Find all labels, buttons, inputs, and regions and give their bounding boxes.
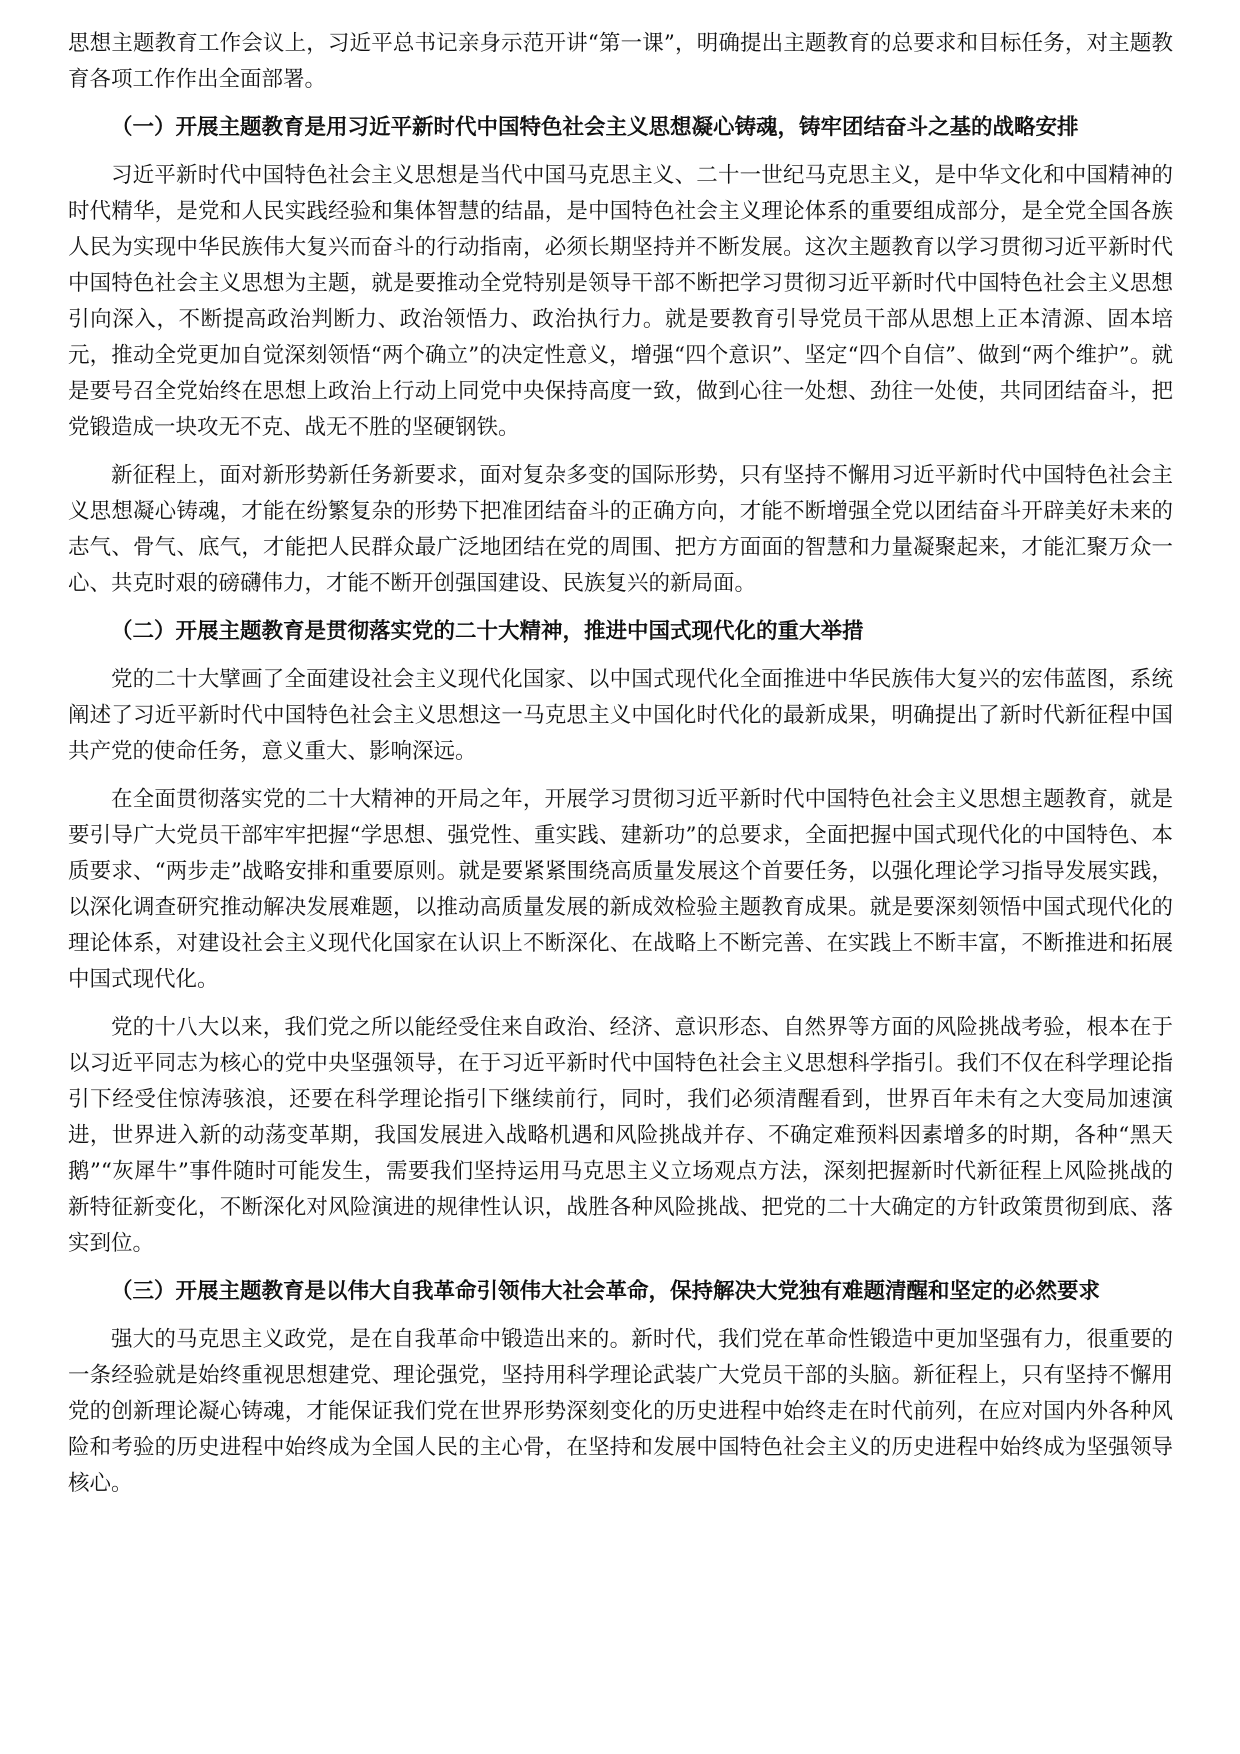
section-heading: （二）开展主题教育是贯彻落实党的二十大精神，推进中国式现代化的重大举措 — [111, 619, 864, 644]
body-paragraph: 党的二十大擘画了全面建设社会主义现代化国家、以中国式现代化全面推进中华民族伟大复兴的宏伟蓝图，系统阐述了习近平新时代中国特色社会主义思想这一马克思主义中国化时代化的最新成果，明确提出了新时代新征程中国共产党的使命任务，意义重大、影响深远。 — [68, 667, 1173, 764]
opening-paragraph: 思想主题教育工作会议上，习近平总书记亲身示范开讲“第一课”，明确提出主题教育的总要求和目标任务，对主题教育各项工作作出全面部署。 — [68, 31, 1173, 92]
section-heading: （一）开展主题教育是用习近平新时代中国特色社会主义思想凝心铸魂，铸牢团结奋斗之基的战略安排 — [111, 115, 1079, 140]
body-paragraph: 习近平新时代中国特色社会主义思想是当代中国马克思主义、二十一世纪马克思主义，是中华文化和中国精神的时代精华，是党和人民实践经验和集体智慧的结晶，是中国特色社会主义理论体系的重要组成部分，是全党全国各族人民为实现中华民族伟大复兴而奋斗的行动指南，必须长期坚持并不断发展。这次主题教育以学习贯彻习近平新时代中国特色社会主义思想为主题，就是要推动全党特别是领导干部不断把学习贯彻习近平新时代中国特色社会主义思想引向深入，不断提高政治判断力、政治领悟力、政治执行力。就是要教育引导党员干部从思想上正本清源、固本培元，推动全党更加自觉深刻领悟“两个确立”的决定性意义，增强“四个意识”、坚定“四个自信”、做到“两个维护”。就是要号召全党始终在思想上政治上行动上同党中央保持高度一致，做到心往一处想、劲往一处使，共同团结奋斗，把党锻造成一块攻无不克、战无不胜的坚硬钢铁。 — [68, 163, 1173, 440]
body-paragraph: 在全面贯彻落实党的二十大精神的开局之年，开展学习贯彻习近平新时代中国特色社会主义思想主题教育，就是要引导广大党员干部牢牢把握“学思想、强党性、重实践、建新功”的总要求，全面把握中国式现代化的中国特色、本质要求、“两步走”战略安排和重要原则。就是要紧紧围绕高质量发展这个首要任务，以强化理论学习指导发展实践，以深化调查研究推动解决发展难题，以推动高质量发展的新成效检验主题教育成果。就是要深刻领悟中国式现代化的理论体系，对建设社会主义现代化国家在认识上不断深化、在战略上不断完善、在实践上不断丰富，不断推进和拓展中国式现代化。 — [68, 787, 1173, 992]
body-paragraph: 党的十八大以来，我们党之所以能经受住来自政治、经济、意识形态、自然界等方面的风险挑战考验，根本在于以习近平同志为核心的党中央坚强领导，在于习近平新时代中国特色社会主义思想科学指引。我们不仅在科学理论指引下经受住惊涛骇浪，还要在科学理论指引下继续前行，同时，我们必须清醒看到，世界百年未有之大变局加速演进，世界进入新的动荡变革期，我国发展进入战略机遇和风险挑战并存、不确定难预料因素增多的时期，各种“黑天鹅”“灰犀牛”事件随时可能发生，需要我们坚持运用马克思主义立场观点方法，深刻把握新时代新征程上风险挑战的新特征新变化，不断深化对风险演进的规律性认识，战胜各种风险挑战、把党的二十大确定的方针政策贯彻到底、落实到位。 — [68, 1015, 1173, 1256]
section-3 — [68, 1274, 1173, 1502]
document-page — [68, 26, 1173, 1514]
section-1 — [68, 110, 1173, 602]
body-paragraph: 新征程上，面对新形势新任务新要求，面对复杂多变的国际形势，只有坚持不懈用习近平新时代中国特色社会主义思想凝心铸魂，才能在纷繁复杂的形势下把准团结奋斗的正确方向，才能不断增强全党以团结奋斗开辟美好未来的志气、骨气、底气，才能把人民群众最广泛地团结在党的周围、把方方面面的智慧和力量凝聚起来，才能汇聚万众一心、共克时艰的磅礴伟力，才能不断开创强国建设、民族复兴的新局面。 — [68, 463, 1173, 596]
section-2 — [68, 614, 1173, 1262]
section-heading: （三）开展主题教育是以伟大自我革命引领伟大社会革命，保持解决大党独有难题清醒和坚定的必然要求 — [111, 1279, 1101, 1304]
body-paragraph: 强大的马克思主义政党，是在自我革命中锻造出来的。新时代，我们党在革命性锻造中更加坚强有力，很重要的一条经验就是始终重视思想建党、理论强党，坚持用科学理论武装广大党员干部的头脑。新征程上，只有坚持不懈用党的创新理论凝心铸魂，才能保证我们党在世界形势深刻变化的历史进程中始终走在时代前列，在应对国内外各种风险和考验的历史进程中始终成为全国人民的主心骨，在坚持和发展中国特色社会主义的历史进程中始终成为坚强领导核心。 — [68, 1327, 1173, 1496]
